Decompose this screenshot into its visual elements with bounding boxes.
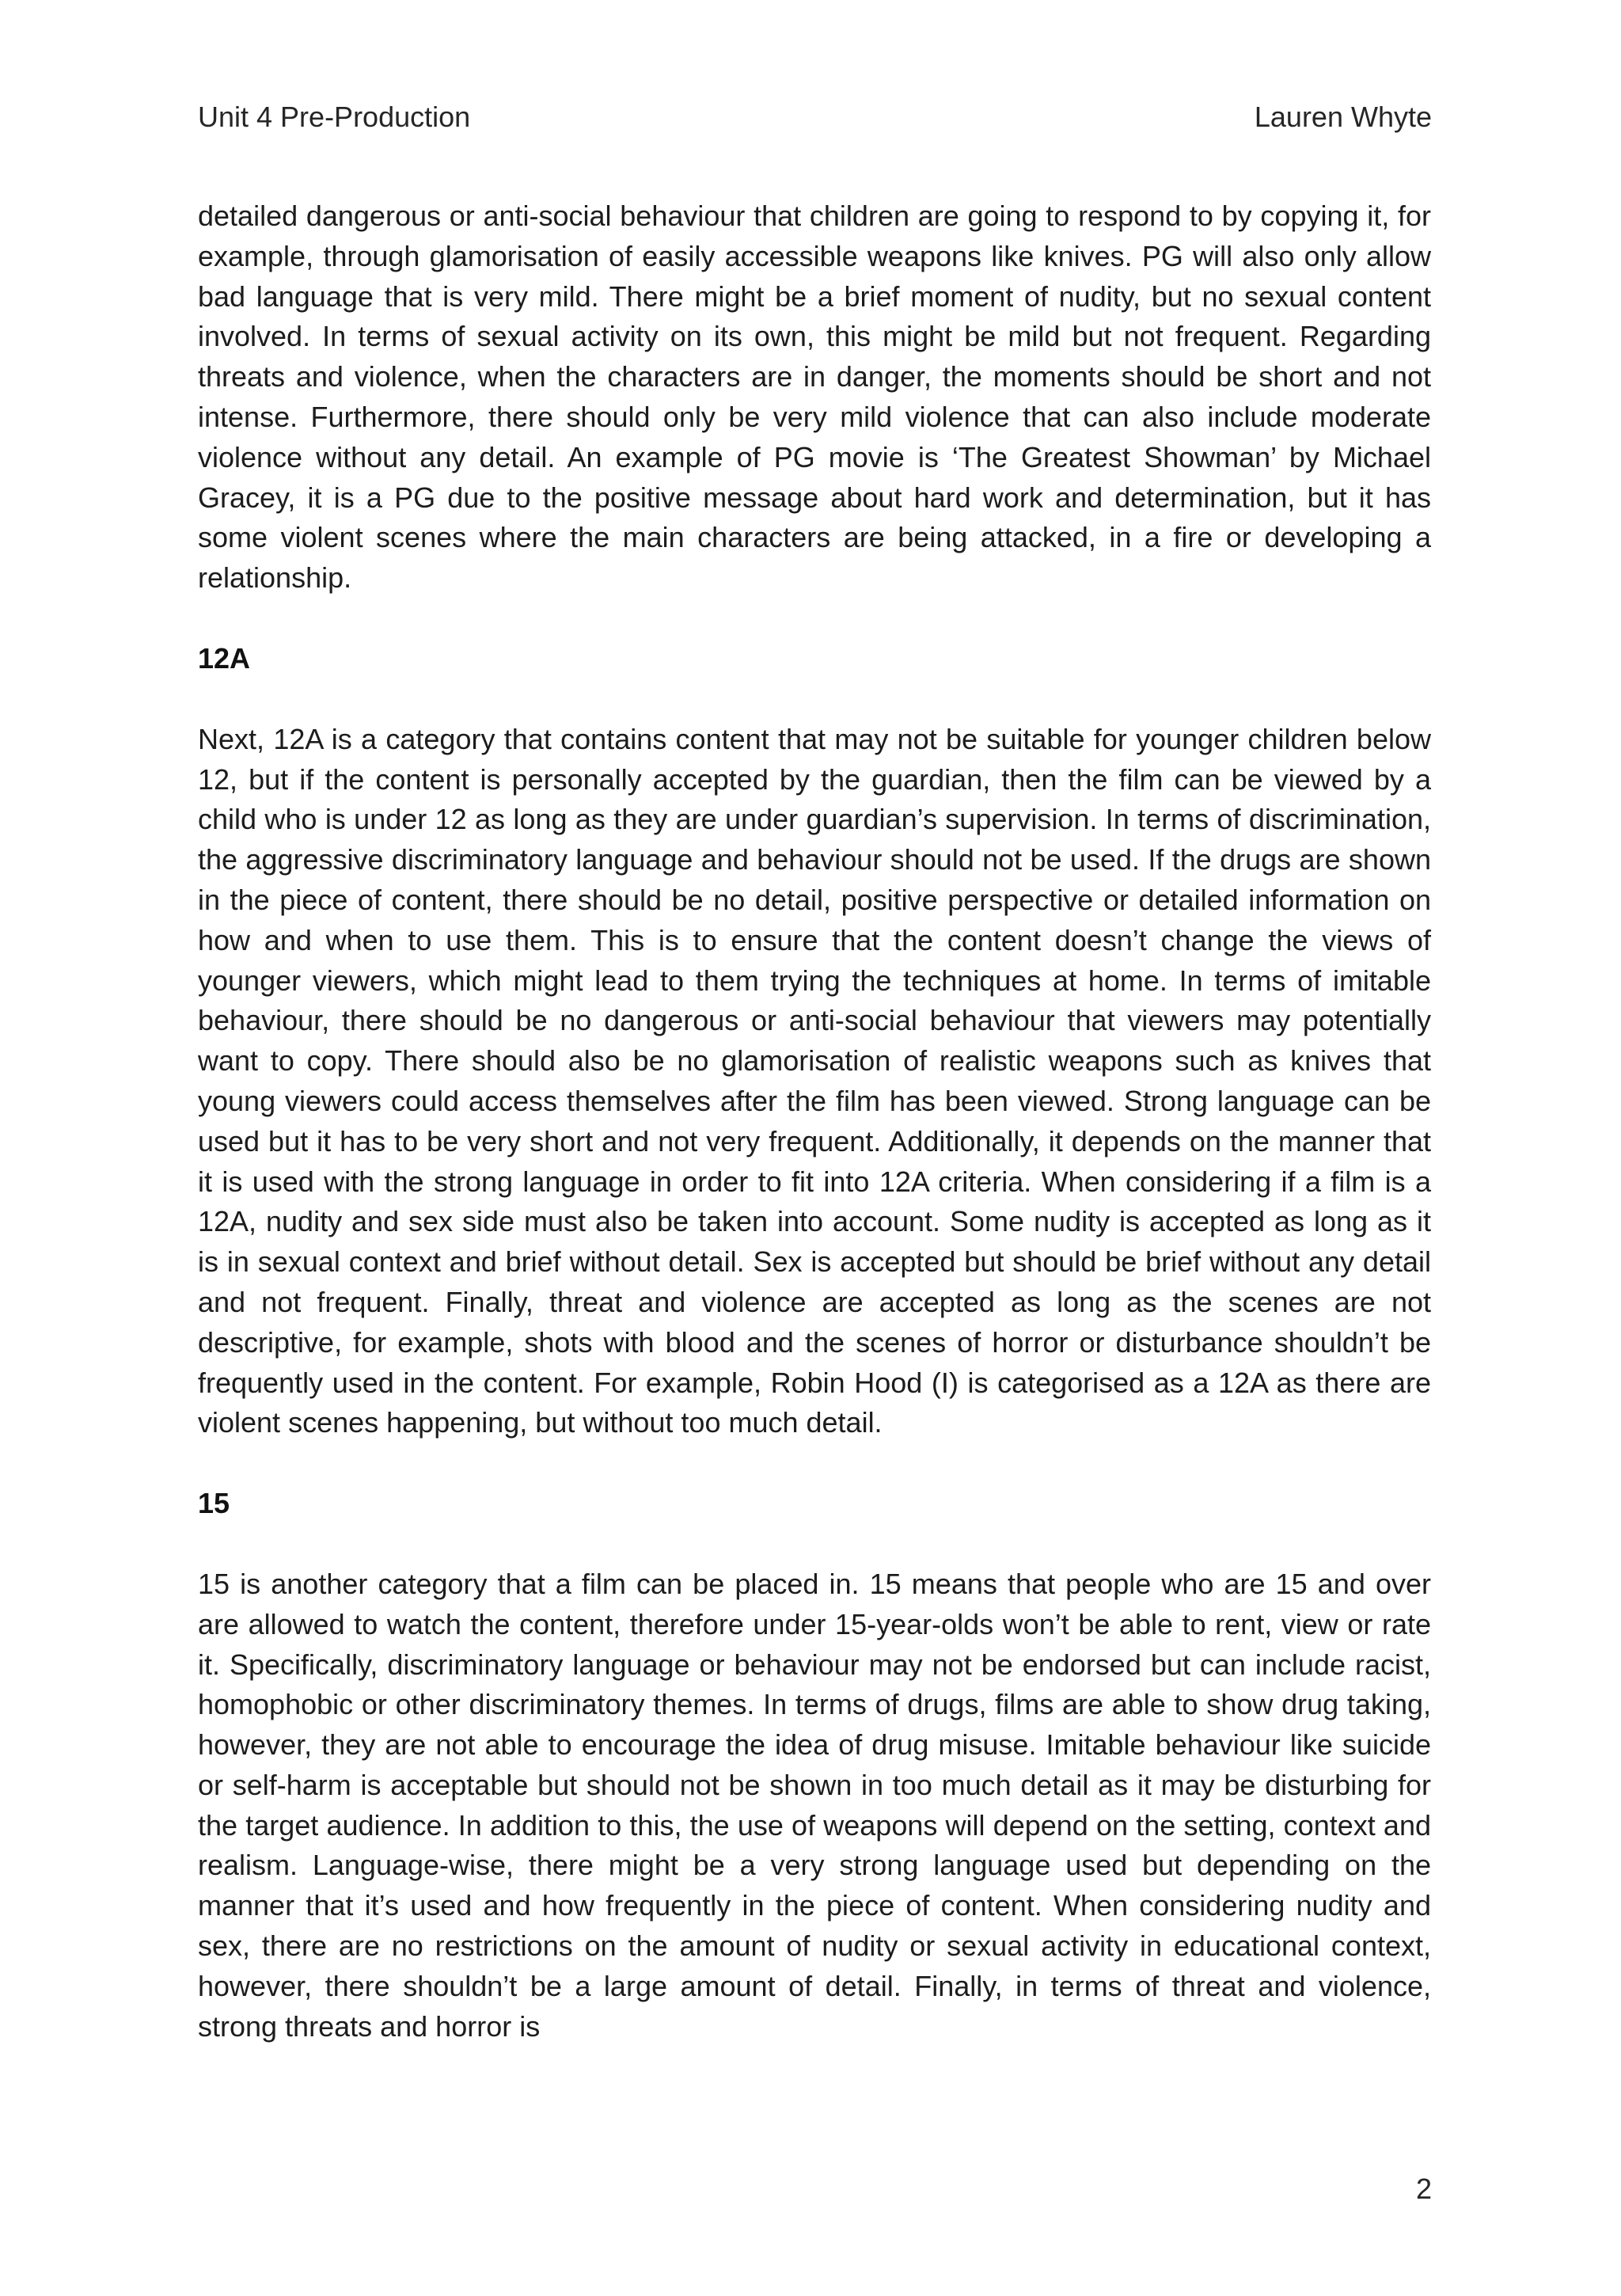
spacer [198, 679, 1431, 720]
spacer [198, 1524, 1431, 1564]
header-unit-title: Unit 4 Pre-Production [198, 101, 471, 133]
page-header [198, 100, 1432, 135]
page-number: 2 [1415, 2172, 1432, 2205]
intro-paragraph: detailed dangerous or anti-social behaviour that children are going to respond to by copying it, for example, through glamorisation of easily accessible weapons like knives. PG will also only allow bad language that is very mild. There might be a brief moment of nudity, but no sexual content involved. In terms of sexual activity on its own, this might be mild but not frequent. Regarding threats and violence, when the characters are in danger, the moments should be short and not intense. Furthermore, there should only be very mild violence that can also include moderate violence without any detail. An example of PG movie is ‘The Greatest Showman’ by Michael Gracey, it is a PG due to the positive message about hard work and determination, but it has some violent scenes where the main characters are being attacked, in a fire or developing a relationship. [198, 200, 1431, 595]
spacer [198, 1443, 1431, 1484]
section-heading-12a: 12A [198, 641, 251, 675]
spacer [198, 599, 1431, 639]
header-author-name: Lauren Whyte [1254, 101, 1432, 133]
section-heading-15: 15 [198, 1487, 230, 1520]
document-body [198, 196, 1431, 2047]
section-paragraph-15: 15 is another category that a film can be placed in. 15 means that people who are 15 and over are allowed to watch the content, therefore under 15-year-olds won’t be able to rent, view or rate it. Specifically, discriminatory language or behaviour may not be endorsed but can include racist, homophobic or other discriminatory themes. In terms of drugs, films are able to show drug taking, however, they are not able to encourage the idea of drug misuse. Imitable behaviour like suicide or self-harm is acceptable but should not be shown in too much detail as it may be disturbing for the target audience. In addition to this, the use of weapons will depend on the setting, context and realism. Language-wise, there might be a very strong language used but depending on the manner that it’s used and how frequently in the piece of content. When considering nudity and sex, there are no restrictions on the amount of nudity or sexual activity in educational context, however, there shouldn’t be a large amount of detail. Finally, in terms of threat and violence, strong threats and horror is [198, 1567, 1431, 2043]
section-paragraph-12a: Next, 12A is a category that contains content that may not be suitable for younger children below 12, but if the content is personally accepted by the guardian, then the film can be viewed by a child who is under 12 as long as they are under guardian’s supervision. In terms of discrimination, the aggressive discriminatory language and behaviour should not be used. If the drugs are shown in the piece of content, there should be no detail, positive perspective or detailed information on how and when to use them. This is to ensure that the content doesn’t change the views of younger viewers, which might lead to them trying the techniques at home. In terms of imitable behaviour, there should be no dangerous or anti-social behaviour that viewers may potentially want to copy. There should also be no glamorisation of realistic weapons such as knives that young viewers could access themselves after the film has been viewed. Strong language can be used but it has to be very short and not very frequent. Additionally, it depends on the manner that it is used with the strong language in order to fit into 12A criteria. When considering if a film is a 12A, nudity and sex side must also be taken into account. Some nudity is accepted as long as it is in sexual context and brief without detail. Sex is accepted but should be brief without any detail and not frequent. Finally, threat and violence are accepted as long as the scenes are not descriptive, for example, shots with blood and the scenes of horror or disturbance shouldn’t be frequently used in the content. For example, Robin Hood (I) is categorised as a 12A as there are violent scenes happening, but without too much detail. [198, 722, 1431, 1439]
